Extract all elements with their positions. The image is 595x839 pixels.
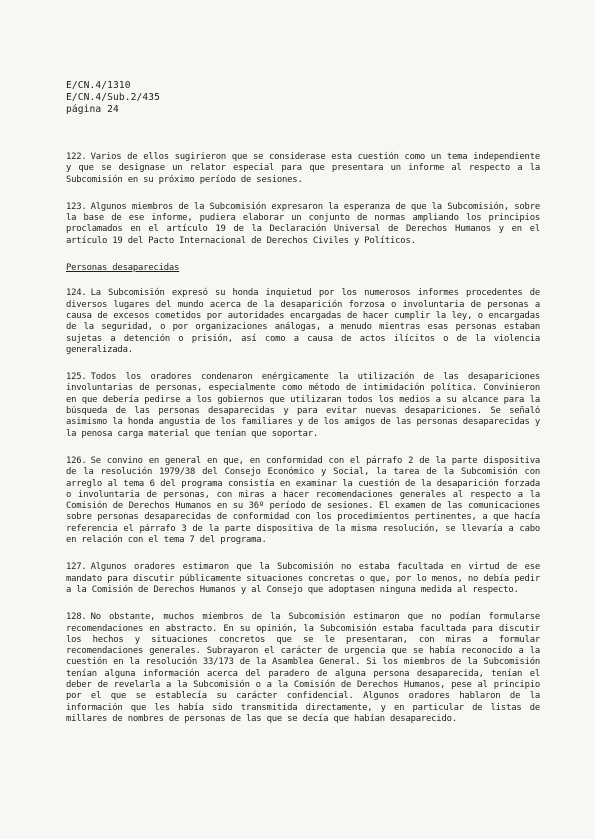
document-body (66, 152, 540, 741)
paragraph-125 (66, 372, 540, 440)
paragraph-127 (66, 562, 540, 596)
paragraph-text: La Subcomisión expresó su honda inquietud por los numerosos informes procedentes de diversos lugares del mundo acerca de la desaparición forzosa o involuntaria de personas a causa de excesos cometidos por autoridades encargadas de hacer cumplir la ley, o encargadas de la seguridad, o por organizaciones análogas, a menudo mientras esas personas estaban sujetas a detención o prisión, así como a causa de actos ilícitos o de la violencia generalizada. (66, 288, 540, 355)
paragraph-128 (66, 612, 540, 725)
paragraph-number: 124. (66, 288, 87, 299)
paragraph-text: Algunos oradores estimaron que la Subcomisión no estaba facultada en virtud de ese mandato para discutir públicamente situaciones concretas o que, por lo menos, no debía pedir a la Comisión de Derechos Humanos y al Consejo que adoptasen ninguna medida al respecto. (66, 562, 540, 595)
paragraph-124 (66, 288, 540, 356)
document-symbol: E/CN.4/1310 (66, 80, 131, 91)
paragraph-text: Varios de ellos sugirieron que se considerase esta cuestión como un tema independiente y que se designase un relator especial para que presentara un informe al respecto a la Subcomisión en su próximo período de sesiones. (66, 152, 540, 185)
paragraph-126 (66, 456, 540, 546)
paragraph-text: Todos los oradores condenaron enérgicamente la utilización de las desapariciones involuntarias de personas, especialmente como método de intimidación política. Convinieron en que debería pedirse a los gobiernos que utilizaran todos los medios a su alcance para la búsqueda de las personas desaparecidas y para evitar nuevas desapariciones. Se señaló asimismo la honda angustia de los familiares y de los amigos de las personas desaparecidas y la penosa carga material que tenían que soportar. (66, 372, 540, 439)
document-symbol-header (66, 80, 160, 116)
paragraph-number: 127. (66, 562, 87, 573)
paragraph-number: 123. (66, 201, 87, 212)
document-subsymbol: E/CN.4/Sub.2/435 (66, 92, 161, 103)
page-number: página 24 (66, 104, 119, 115)
paragraph-number: 128. (66, 612, 87, 623)
paragraph-122 (66, 152, 540, 186)
paragraph-number: 126. (66, 455, 87, 466)
paragraph-123 (66, 202, 540, 247)
paragraph-text: Se convino en general en que, en conformidad con el párrafo 2 de la parte dispositiva de la resolución 1979/38 del Consejo Económico y Social, la tarea de la Subcomisión con arreglo al tema 6 del programa consistía en examinar la cuestión de la desaparición forzada o involuntaria de personas, con miras a hacer recomendaciones generales al respecto a la Comisión de Derechos Humanos en su 36º período de sesiones. El examen de las comunicaciones sobre personas desaparecidas de conformidad con los procedimientos pertinentes, a que hacía referencia el párrafo 3 de la parte dispositiva de la misma resolución, se llevaría a cabo en relación con el tema 7 del programa. (66, 455, 540, 546)
paragraph-text: Algunos miembros de la Subcomisión expresaron la esperanza de que la Subcomisión, sobre la base de ese informe, pudiera elaborar un conjunto de normas ampliando los principios proclamados en el artículo 19 de la Declaración Universal de Derechos Humanos y en el artículo 19 del Pacto Internacional de Derechos Civiles y Políticos. (66, 201, 540, 246)
paragraph-text: No obstante, muchos miembros de la Subcomisión estimaron que no podían formularse recomendaciones en abstracto. En su opinión, la Subcomisión estaba facultada para discutir los hechos y situaciones concretos que se le presentaran, con miras a formular recomendaciones generales. Subrayaron el carácter de urgencia que se había reconocido a la cuestión en la resolución 33/173 de la Asamblea General. Si los miembros de la Subcomisión tenían alguna información acerca del paradero de alguna persona desaparecida, tenían el deber de revelarla a la Subcomisión o a la Comisión de Derechos Humanos, pese al principio por el que se establecía su carácter confidencial. Algunos oradores hablaron de la información que les había sido transmitida directamente, y en particular de listas de millares de nombres de personas de las que se decía que habían desaparecido. (66, 612, 540, 724)
paragraph-number: 122. (66, 152, 87, 162)
paragraph-number: 125. (66, 372, 87, 383)
section-heading: Personas desaparecidas (66, 263, 180, 274)
